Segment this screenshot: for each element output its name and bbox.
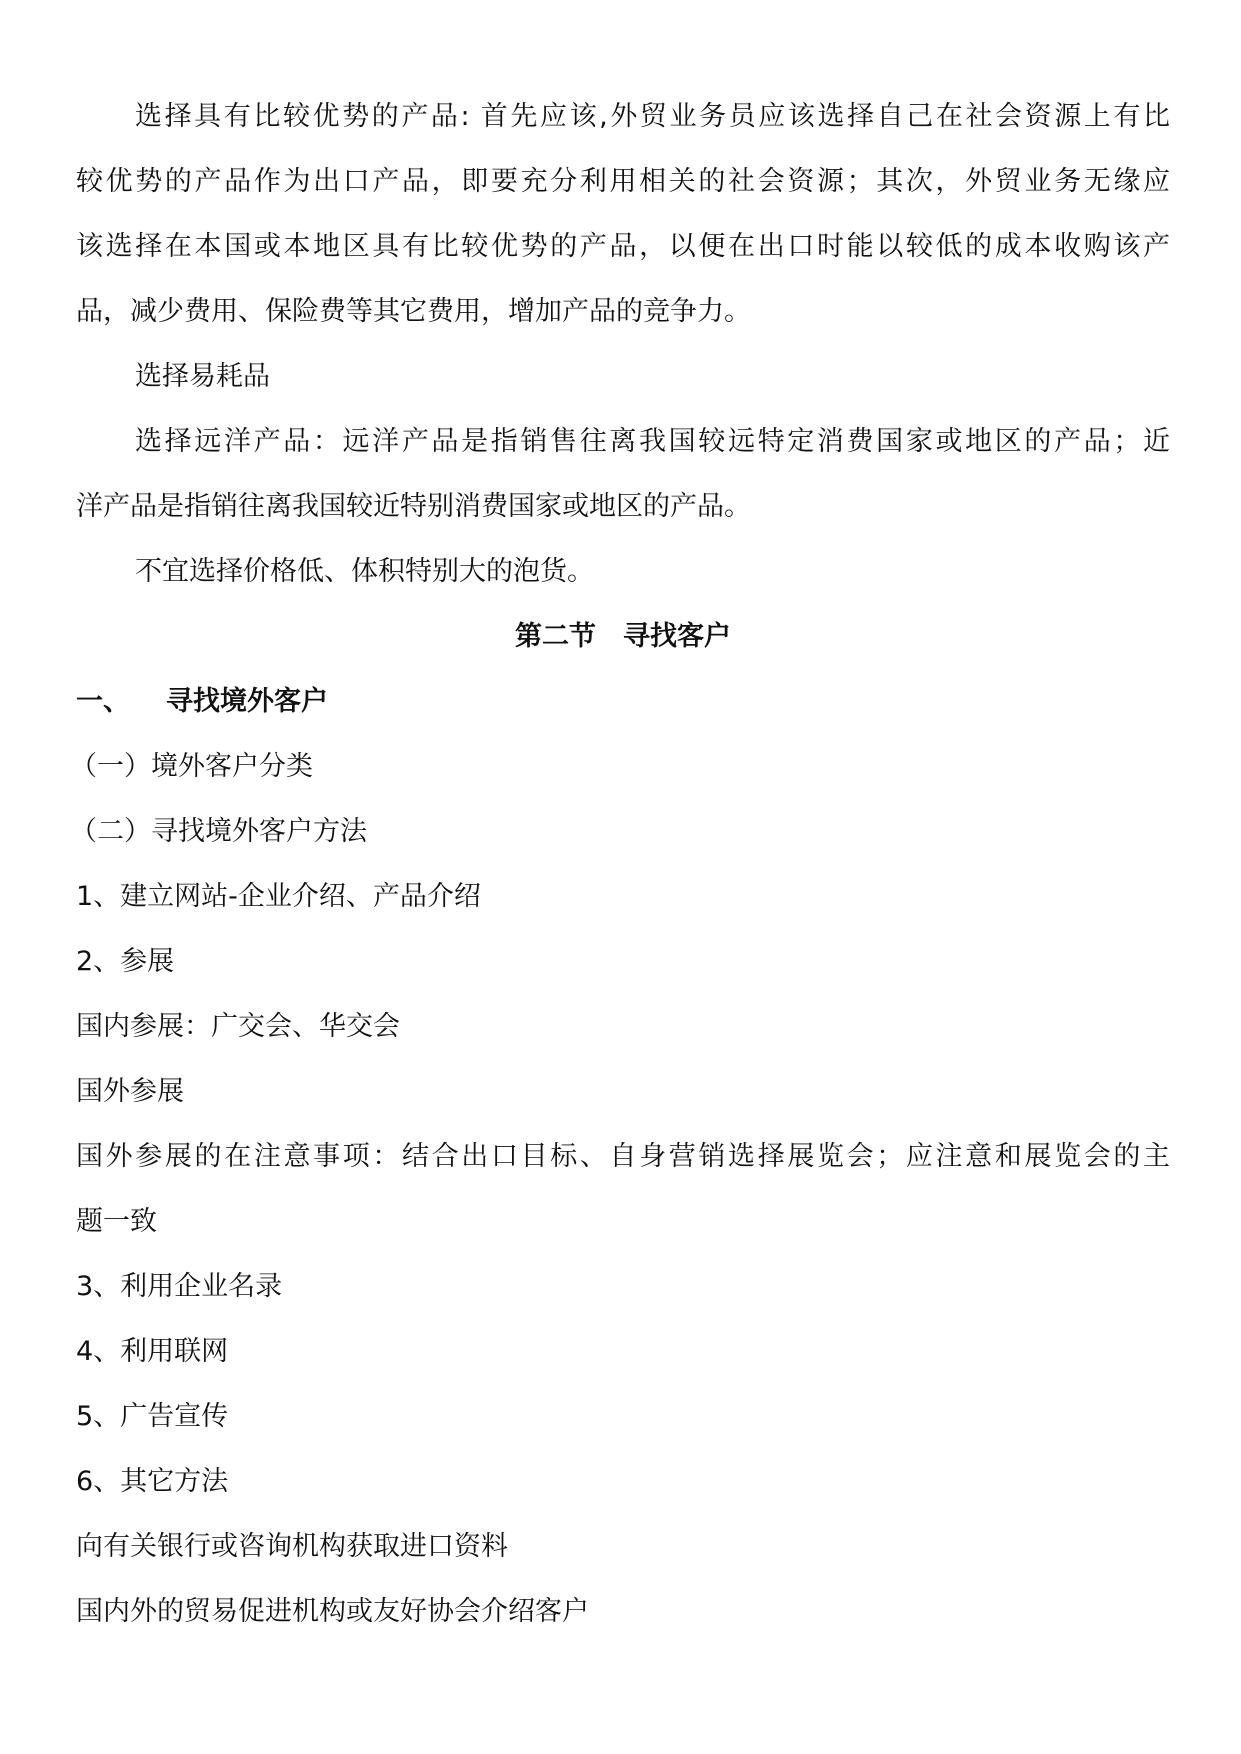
paragraph-line: 品，减少费用、保险费等其它费用，增加产品的竞争力。 bbox=[76, 296, 751, 327]
heading-text: 寻找境外客户 bbox=[166, 686, 328, 717]
subheading: （一）境外客户分类 bbox=[70, 751, 313, 782]
section-title: 第二节 寻找客户 bbox=[515, 621, 731, 652]
list-item: 国外参展的在注意事项：结合出口目标、自身营销选择展览会；应注意和展览会的主 bbox=[76, 1141, 1170, 1172]
paragraph-line: 该选择在本国或本地区具有比较优势的产品，以便在出口时能以较低的成本收购该产 bbox=[76, 231, 1170, 262]
subheading: （二）寻找境外客户方法 bbox=[70, 816, 367, 847]
paragraph-line: 选择易耗品 bbox=[135, 361, 270, 392]
list-item: 国外参展 bbox=[76, 1076, 184, 1107]
list-item: 6、其它方法 bbox=[76, 1466, 229, 1497]
list-item: 4、利用联网 bbox=[76, 1336, 229, 1367]
paragraph-line: 不宜选择价格低、体积特别大的泡货。 bbox=[135, 556, 594, 587]
list-item: 国内外的贸易促进机构或友好协会介绍客户 bbox=[76, 1596, 589, 1627]
list-item: 向有关银行或咨询机构获取进口资料 bbox=[76, 1531, 508, 1562]
list-item: 2、参展 bbox=[76, 946, 175, 977]
paragraph-line: 较优势的产品作为出口产品，即要充分利用相关的社会资源；其次，外贸业务无缘应 bbox=[76, 166, 1170, 197]
list-item: 1、建立网站-企业介绍、产品介绍 bbox=[76, 881, 481, 912]
heading-number: 一、 bbox=[76, 686, 130, 717]
heading-level-1 bbox=[76, 669, 1170, 734]
paragraph-line: 选择远洋产品：远洋产品是指销售往离我国较远特定消费国家或地区的产品；近 bbox=[135, 426, 1170, 457]
list-item: 3、利用企业名录 bbox=[76, 1271, 283, 1302]
list-item: 题一致 bbox=[76, 1206, 157, 1237]
list-item: 国内参展：广交会、华交会 bbox=[76, 1011, 400, 1042]
list-item: 5、广告宣传 bbox=[76, 1401, 229, 1432]
document-body bbox=[70, 84, 1170, 1644]
paragraph-line: 选择具有比较优势的产品: 首先应该,外贸业务员应该选择自己在社会资源上有比 bbox=[135, 101, 1170, 132]
paragraph-line: 洋产品是指销往离我国较近特别消费国家或地区的产品。 bbox=[76, 491, 751, 522]
